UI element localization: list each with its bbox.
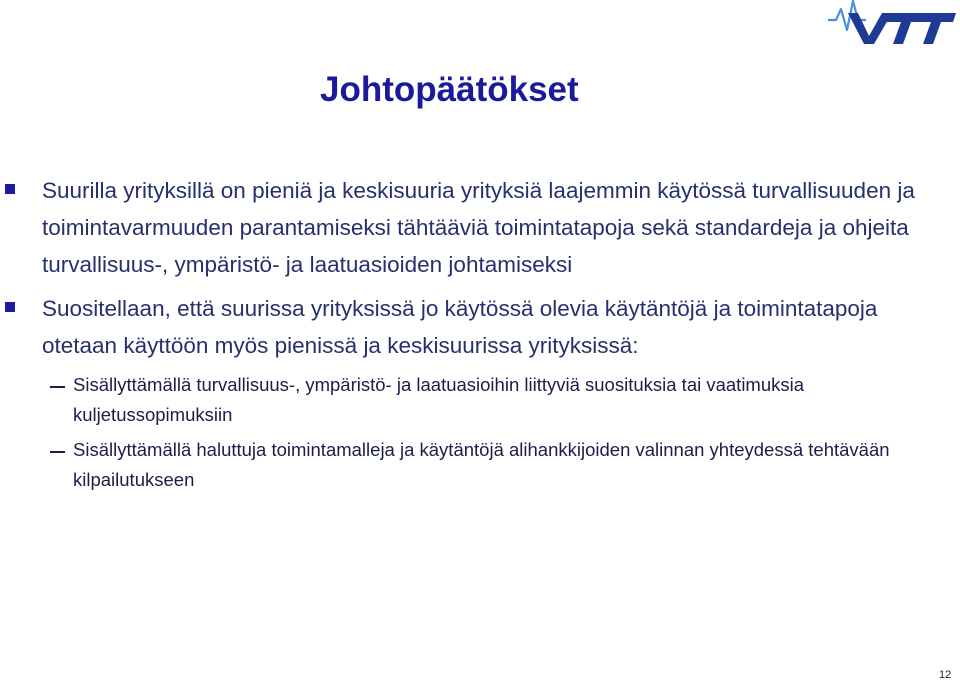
sub-bullet-item-1: [73, 370, 922, 430]
sub-bullet-list: [73, 370, 922, 495]
bullet-item-2: [42, 290, 922, 495]
dash-bullet-icon: [50, 451, 65, 453]
sub-bullet-text: Sisällyttämällä turvallisuus-, ympäristö- ja laatuasioihin liittyviä suosituksia tai vaatimuksia kuljetussopimuksiin: [73, 374, 805, 425]
sub-bullet-item-2: [73, 435, 922, 495]
dash-bullet-icon: [50, 386, 65, 388]
bullet-text: Suurilla yrityksillä on pieniä ja keskisuuria yrityksiä laajemmin käytössä turvallisuuden ja toimintavarmuuden parantamiseksi tähtääviä toimintatapoja sekä standardeja ja ohjeita turvallisuus-, ympäristö- ja laatuasioiden johtamiseksi: [42, 178, 915, 277]
bullet-list: [42, 172, 922, 502]
bullet-item-1: [42, 172, 922, 283]
square-bullet-icon: [5, 302, 15, 312]
slide-title: Johtopäätökset: [320, 70, 579, 109]
logo-text: [956, 0, 957, 1]
sub-bullet-text: Sisällyttämällä haluttuja toimintamalleja ja käytäntöjä alihankkijoiden valinnan yhteydessä tehtävään kilpailutukseen: [73, 439, 890, 490]
square-bullet-icon: [5, 184, 15, 194]
page-number: 12: [939, 669, 952, 681]
vtt-logo: [826, 0, 956, 52]
bullet-text: Suositellaan, että suurissa yrityksissä jo käytössä olevia käytäntöjä ja toimintatapoja otetaan käyttöön myös pienissä ja keskisuurissa yrityksissä:: [42, 296, 878, 358]
vtt-wave-logo-icon: [826, 0, 956, 52]
